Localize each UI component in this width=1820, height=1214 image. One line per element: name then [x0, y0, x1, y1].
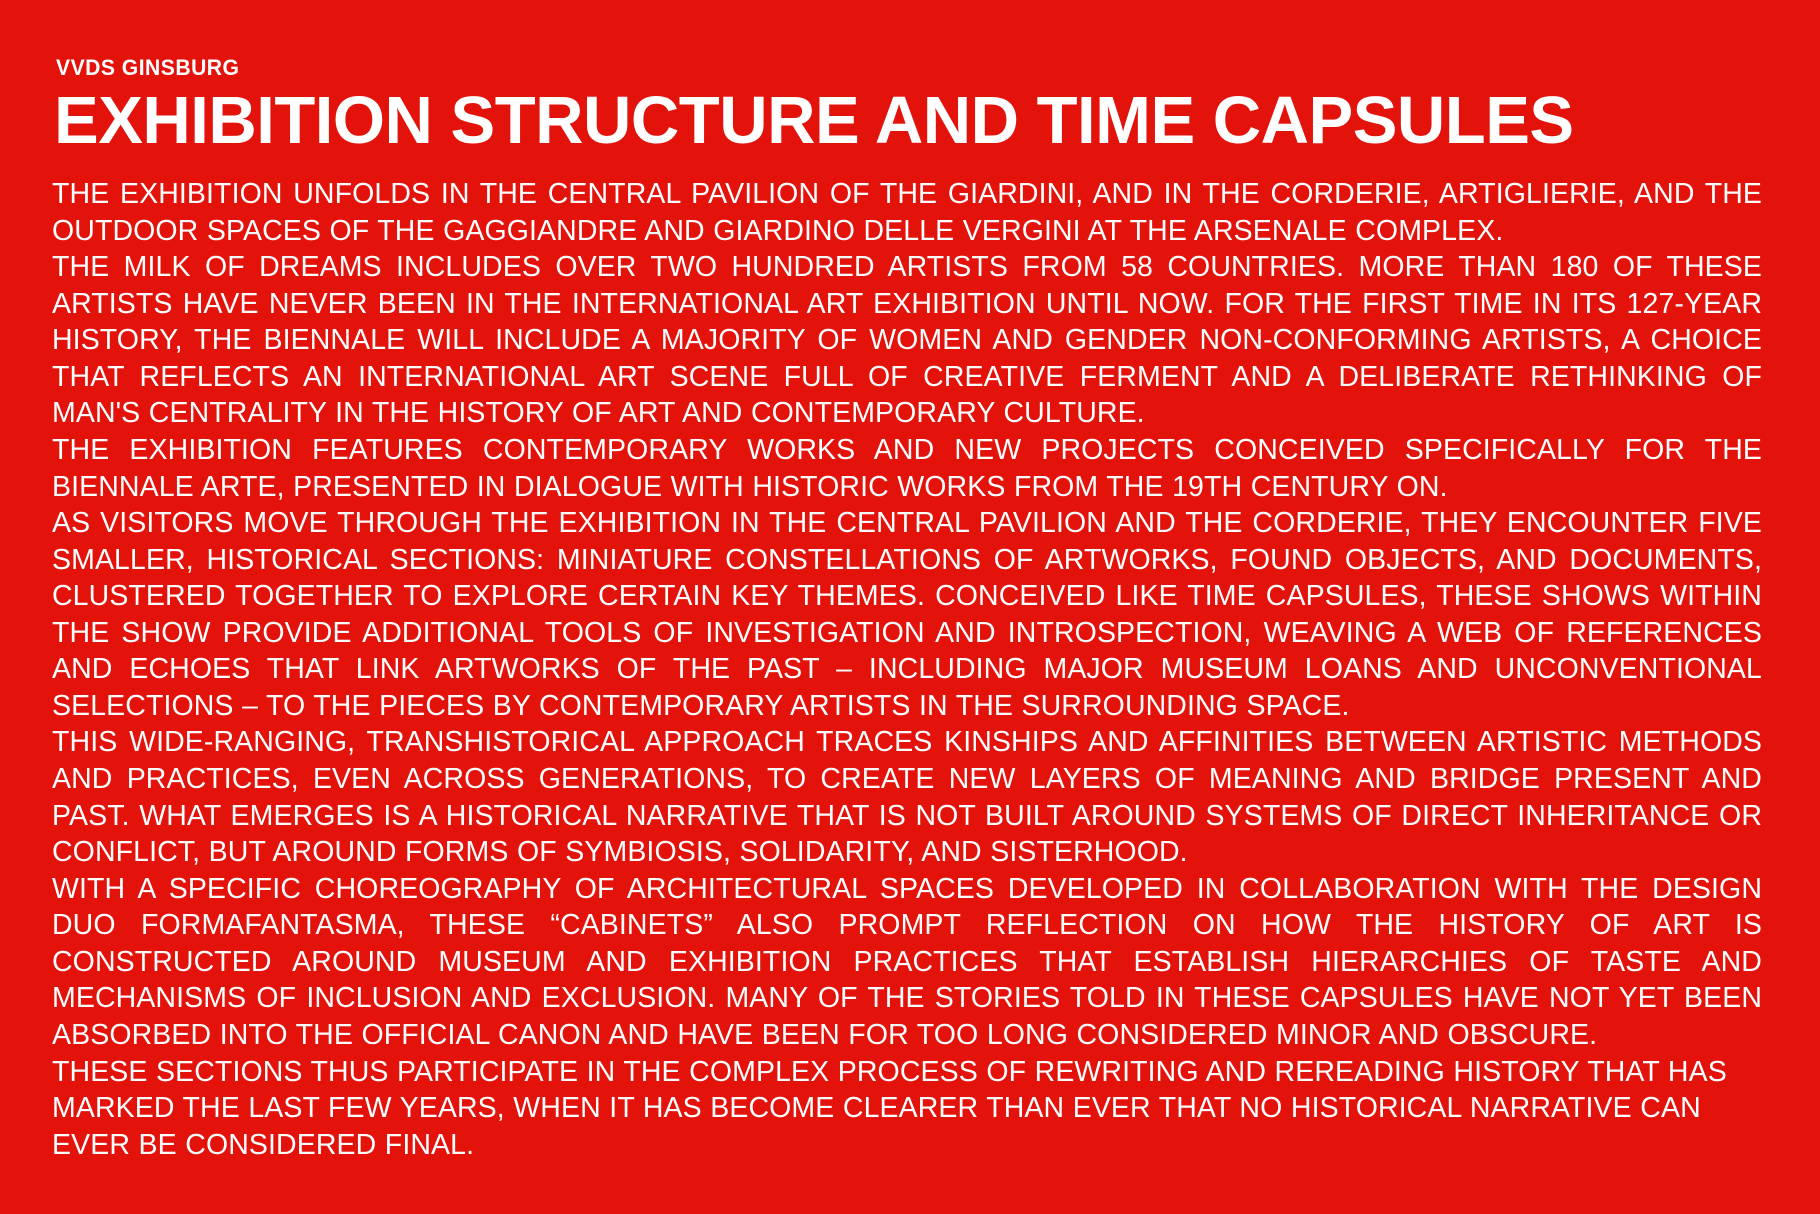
- paragraph-3: THE EXHIBITION FEATURES CONTEMPORARY WORKS AND NEW PROJECTS CONCEIVED SPECIFICALLY FOR THE BIENNALE ARTE, PRESENTED IN DIALOGUE WITH HISTORIC WORKS FROM THE 19TH CENTURY ON.: [52, 433, 1762, 503]
- paragraph-2: THE MILK OF DREAMS INCLUDES OVER TWO HUNDRED ARTISTS FROM 58 COUNTRIES. MORE THAN 180 OF THESE ARTISTS HAVE NEVER BEEN IN THE INTERNATIONAL ART EXHIBITION UNTIL NOW. FOR THE FIRST TIME IN ITS 127-YEAR HISTORY, THE BIENNALE WILL INCLUDE A MAJORITY OF WOMEN AND GENDER NON-CONFORMING ARTISTS, A CHOICE THAT REFLECTS AN INTERNATIONAL ART SCENE FULL OF CREATIVE FERMENT AND A DELIBERATE RETHINKING OF MAN'S CENTRALITY IN THE HISTORY OF ART AND CONTEMPORARY CULTURE.: [52, 251, 1762, 430]
- paragraph-1: THE EXHIBITION UNFOLDS IN THE CENTRAL PAVILION OF THE GIARDINI, AND IN THE CORDERIE, ARTIGLIERIE, AND THE OUTDOOR SPACES OF THE GAGGIANDRE AND GIARDINO DELLE VERGINI AT THE ARSENALE COMPLEX.: [52, 178, 1762, 247]
- page-title: EXHIBITION STRUCTURE AND TIME CAPSULES: [54, 83, 1574, 158]
- paragraph-4: AS VISITORS MOVE THROUGH THE EXHIBITION IN THE CENTRAL PAVILION AND THE CORDERIE, THEY ENCOUNTER FIVE SMALLER, HISTORICAL SECTIONS: MINIATURE CONSTELLATIONS OF ARTWORKS, FOUND OBJECTS, AND DOCUMENTS, CLUSTERED TOGETHER TO EXPLORE CERTAIN KEY THEMES. CONCEIVED LIKE TIME CAPSULES, THESE SHOWS WITHIN THE SHOW PROVIDE ADDITIONAL TOOLS OF INVESTIGATION AND INTROSPECTION, WEAVING A WEB OF REFERENCES AND ECHOES THAT LINK ARTWORKS OF THE PAST – INCLUDING MAJOR MUSEUM LOANS AND UNCONVENTIONAL SELECTIONS – TO THE PIECES BY CONTEMPORARY ARTISTS IN THE SURROUNDING SPACE.: [52, 507, 1762, 722]
- paragraph-7: THESE SECTIONS THUS PARTICIPATE IN THE COMPLEX PROCESS OF REWRITING AND REREADING HISTORY THAT HAS MARKED THE LAST FEW YEARS, WHEN IT HAS BECOME CLEARER THAN EVER THAT NO HISTORICAL NARRATIVE CAN EVER BE CONSIDERED FINAL.: [52, 1055, 1727, 1161]
- body-text: [52, 176, 1762, 1163]
- paragraph-6: WITH A SPECIFIC CHOREOGRAPHY OF ARCHITECTURAL SPACES DEVELOPED IN COLLABORATION WITH THE DESIGN DUO FORMAFANTASMA, THESE “CABINETS” ALSO PROMPT REFLECTION ON HOW THE HISTORY OF ART IS CONSTRUCTED AROUND MUSEUM AND EXHIBITION PRACTICES THAT ESTABLISH HIERARCHIES OF TASTE AND MECHANISMS OF INCLUSION AND EXCLUSION. MANY OF THE STORIES TOLD IN THESE CAPSULES HAVE NOT YET BEEN ABSORBED INTO THE OFFICIAL CANON AND HAVE BEEN FOR TOO LONG CONSIDERED MINOR AND OBSCURE.: [52, 872, 1762, 1051]
- kicker-label: VVDS GINSBURG: [56, 55, 240, 80]
- paragraph-5: THIS WIDE-RANGING, TRANSHISTORICAL APPROACH TRACES KINSHIPS AND AFFINITIES BETWEEN ARTISTIC METHODS AND PRACTICES, EVEN ACROSS GENERATIONS, TO CREATE NEW LAYERS OF MEANING AND BRIDGE PRESENT AND PAST. WHAT EMERGES IS A HISTORICAL NARRATIVE THAT IS NOT BUILT AROUND SYSTEMS OF DIRECT INHERITANCE OR CONFLICT, BUT AROUND FORMS OF SYMBIOSIS, SOLIDARITY, AND SISTERHOOD.: [52, 726, 1762, 869]
